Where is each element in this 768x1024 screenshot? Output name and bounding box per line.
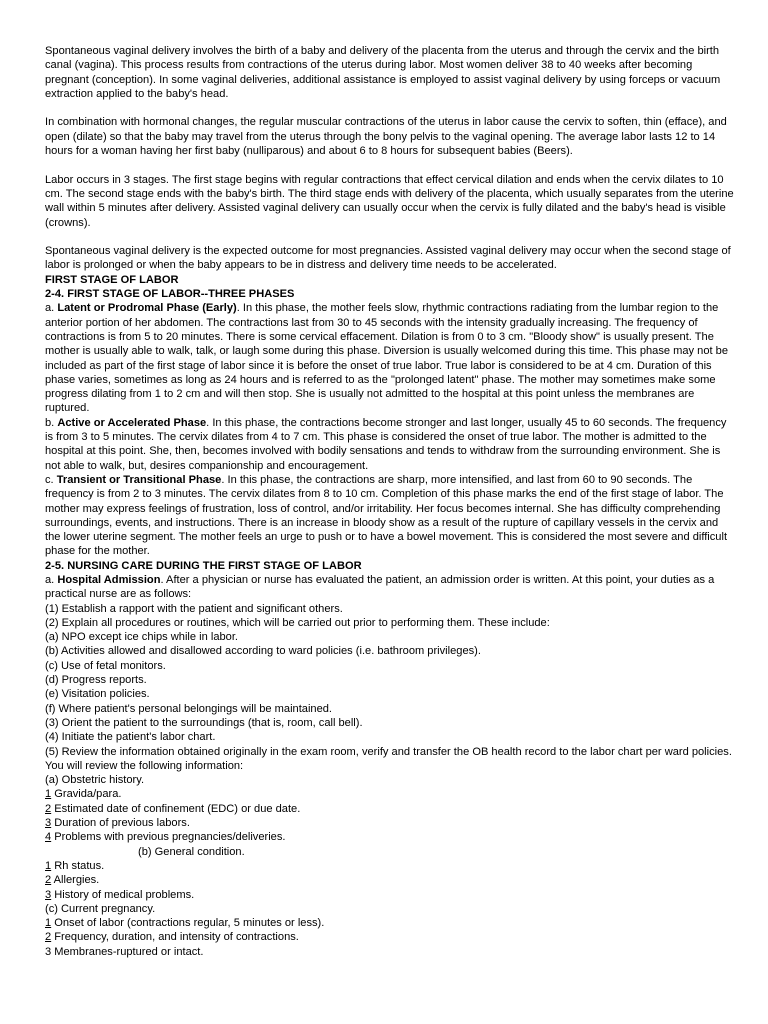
item-number: 1 bbox=[45, 917, 52, 930]
phase-transitional-prefix: c. bbox=[45, 473, 57, 486]
item-text: Duration of previous labors. bbox=[51, 817, 190, 830]
item-number: 4 bbox=[45, 831, 52, 844]
general-item bbox=[45, 888, 735, 902]
phase-latent bbox=[45, 301, 735, 415]
phase-active-title: Active or Accelerated Phase bbox=[57, 416, 207, 429]
phase-latent-prefix: a. bbox=[45, 302, 58, 315]
obstetric-item bbox=[45, 830, 735, 844]
item-text: Onset of labor (contractions regular, 5 minutes or less). bbox=[51, 917, 325, 930]
duty-line: (3) Orient the patient to the surroundings (that is, room, call bell). bbox=[45, 716, 363, 729]
item-number: 2 bbox=[45, 874, 52, 887]
document-page bbox=[45, 44, 735, 959]
item-number: 1 bbox=[45, 788, 52, 801]
item-number: 3 bbox=[45, 817, 52, 830]
phase-latent-title: Latent or Prodromal Phase (Early) bbox=[57, 302, 237, 315]
current-item bbox=[45, 945, 735, 959]
phase-active-text: . In this phase, the contractions become stronger and last longer, usually 45 to 60 seconds. The frequency is from 3 to 5 minutes. The cervix dilates from 4 to 7 cm. This phase is considered the onset of true labor. The mother is admitted to the hospital at this point. She, then, becomes involved with bodily sensations and tends to withdraw from the surrounding environment. She is not able to walk, but, desires companionship and encouragement. bbox=[45, 416, 727, 472]
intro-paragraph-2: In combination with hormonal changes, the regular muscular contractions of the uterus in labor cause the cervix to soften, thin (efface), and open (dilate) so that the baby may travel from the uterus through the bony pelvis to the vaginal opening. The average labor lasts 12 to 14 hours for a woman having her first baby (nulliparous) and about 6 to 8 hours for subsequent babies (Beers). bbox=[45, 116, 727, 158]
item-text: Allergies. bbox=[51, 874, 100, 887]
obstetric-item bbox=[45, 802, 735, 816]
intro-paragraph-1: Spontaneous vaginal delivery involves the birth of a baby and delivery of the placenta from the uterus and through the cervix and the birth canal (vagina). This process results from contractions of the uterus during labor. Most women deliver 38 to 40 weeks after becoming pregnant (conception). In some vaginal deliveries, additional assistance is employed to assist vaginal delivery by using forceps or vacuum extraction applied to the baby's head. bbox=[45, 45, 721, 100]
duty-line: (c) Use of fetal monitors. bbox=[45, 659, 166, 672]
phase-transitional bbox=[45, 473, 735, 559]
intro-paragraph-3: Labor occurs in 3 stages. The first stage begins with regular contractions that effect cervical dilation and ends when the cervix dilates to 10 cm. The second stage ends with the baby's birth. The third stage ends with delivery of the placenta, which usually separates from the uterine wall within 5 minutes after delivery. Assisted vaginal delivery can usually occur when the cervix is fully dilated and the baby's head is visible (crowns). bbox=[45, 173, 734, 229]
obstetric-item bbox=[45, 787, 735, 801]
hospital-admission-title: Hospital Admission bbox=[57, 573, 161, 586]
hospital-admission-text: . After a physician or nurse has evaluated the patient, an admission order is written. At this point, your duties as a practical nurse are as follows: bbox=[45, 573, 715, 601]
current-pregnancy-heading: (c) Current pregnancy. bbox=[45, 902, 156, 915]
obstetric-item bbox=[45, 816, 735, 830]
duty-line: (d) Progress reports. bbox=[45, 674, 147, 687]
duty-line: (1) Establish a rapport with the patient and significant others. bbox=[45, 602, 343, 615]
heading-three-phases: 2-4. FIRST STAGE OF LABOR--THREE PHASES bbox=[45, 288, 295, 301]
general-item bbox=[45, 873, 735, 887]
item-text: History of medical problems. bbox=[51, 888, 195, 901]
item-text: Gravida/para. bbox=[51, 788, 122, 801]
current-item bbox=[45, 916, 735, 930]
duty-line: (4) Initiate the patient's labor chart. bbox=[45, 731, 216, 744]
phase-transitional-title: Transient or Transitional Phase bbox=[56, 473, 222, 486]
duty-line: (2) Explain all procedures or routines, which will be carried out prior to performing them. These include: bbox=[45, 616, 550, 629]
current-item bbox=[45, 930, 735, 944]
item-text: Rh status. bbox=[51, 859, 105, 872]
item-number: 3 bbox=[45, 888, 52, 901]
heading-first-stage: FIRST STAGE OF LABOR bbox=[45, 273, 179, 286]
item-text: Estimated date of confinement (EDC) or due date. bbox=[51, 802, 301, 815]
item-number: 2 bbox=[45, 931, 52, 944]
duty-line: (a) Obstetric history. bbox=[45, 774, 145, 787]
item-text: Membranes-ruptured or intact. bbox=[51, 945, 204, 958]
hospital-admission bbox=[45, 573, 735, 602]
duty-line: (a) NPO except ice chips while in labor. bbox=[45, 631, 238, 644]
general-item bbox=[45, 859, 735, 873]
phase-active-prefix: b. bbox=[45, 416, 58, 429]
item-number: 1 bbox=[45, 859, 52, 872]
item-number: 2 bbox=[45, 802, 52, 815]
heading-nursing-care: 2-5. NURSING CARE DURING THE FIRST STAGE OF LABOR bbox=[45, 559, 362, 572]
phase-transitional-text: . In this phase, the contractions are sharp, more intensified, and last from 60 to 90 seconds. The frequency is from 2 to 3 minutes. The cervix dilates from 8 to 10 cm. Completion of this phase marks the end of the first stage of labor. The mother may express feelings of frustration, loss of control, and/or irritability. Her focus becomes internal. She has difficulty comprehending surroundings, events, and instructions. There is an increase in bloody show as a result of the rupture of capillary vessels in the cervix and the lower uterine segment. The mother feels an urge to push or to have a bowel movement. This is considered the most severe and difficult phase for the mother. bbox=[45, 473, 728, 558]
phase-latent-text: . In this phase, the mother feels slow, rhythmic contractions radiating from the lumbar region to the anterior portion of her abdomen. The contractions last from 30 to 45 seconds with the intensity gradually increasing. The frequency of contractions is from 5 to 20 minutes. There is some cervical effacement. Dilation is from 0 to 3 cm. "Bloody show" is usually present. The mother is usually able to walk, talk, or laugh some during this phase. Diversion is usually welcomed during this time. This phase may not be included as part of the first stage of labor since it is before the onset of true labor. True labor is considered to be at 4 cm. Duration of this phase varies, sometimes as long as 24 hours and is referred to as the "prolonged latent" phase. The mother may sometimes make some progress dilating from 1 to 2 cm and will then stop. She is usually not admitted to the hospital at this point unless the membranes are ruptured. bbox=[45, 302, 729, 415]
general-condition-heading: (b) General condition. bbox=[138, 845, 245, 858]
item-text: Problems with previous pregnancies/deliveries. bbox=[51, 831, 286, 844]
duty-line: (f) Where patient's personal belongings will be maintained. bbox=[45, 702, 333, 715]
phase-active bbox=[45, 416, 735, 473]
duty-line: (e) Visitation policies. bbox=[45, 688, 150, 701]
item-text: Frequency, duration, and intensity of contractions. bbox=[51, 931, 299, 944]
intro-paragraph-4: Spontaneous vaginal delivery is the expected outcome for most pregnancies. Assisted vaginal delivery may occur when the second stage of labor is prolonged or when the baby appears to be in distress and delivery time needs to be accelerated. bbox=[45, 245, 731, 272]
duty-line: (5) Review the information obtained originally in the exam room, verify and transfer the OB health record to the labor chart per ward policies. You will review the following information: bbox=[45, 745, 732, 772]
hospital-admission-prefix: a. bbox=[45, 573, 58, 586]
duty-line: (b) Activities allowed and disallowed according to ward policies (i.e. bathroom privileges). bbox=[45, 645, 481, 658]
item-number: 3 bbox=[45, 945, 52, 958]
